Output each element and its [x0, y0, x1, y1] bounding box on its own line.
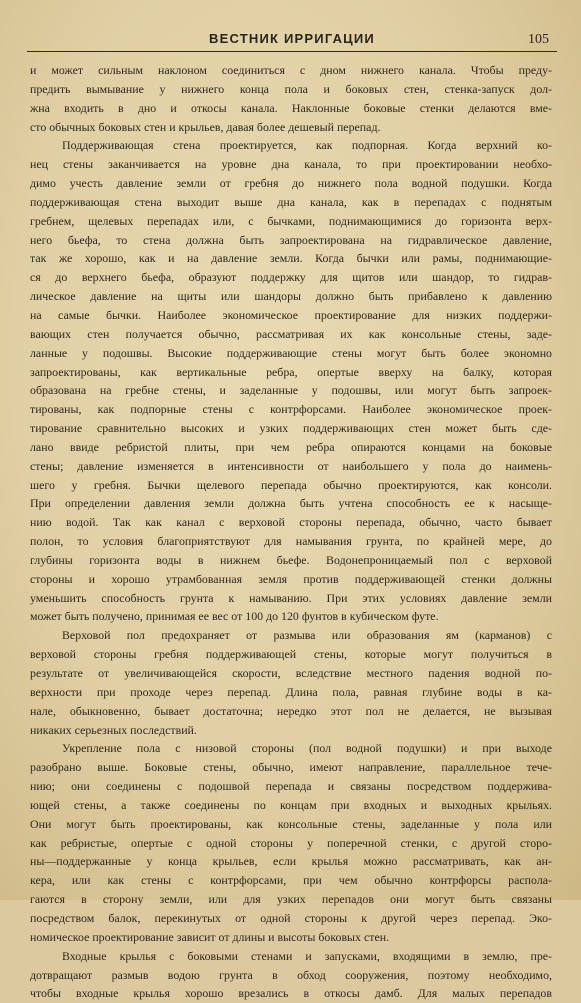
text-line: никаких серьезных последствий. [30, 722, 197, 737]
text-line: стены; давление изменяется в интенсивности от наибольшего у пола до наимень- [30, 458, 552, 473]
text-line: так же хорошо, как и на давление земли. Когда бычки или рамы, поднимающие- [30, 251, 552, 266]
text-line: дотвращают размыв водою грунта в обход сооружения, поэтому необходимо, [30, 967, 552, 982]
text-line: шего у гребня. Бычки щелевого перепада обычно проектируются, как консоли. [30, 477, 552, 492]
text-line: тированы, как подпорные стены с контрфорсами. Наиболее экономическое проек- [30, 402, 552, 417]
text-line: запроектированы, как вертикальные ребра, опертые вверху на балку, которая [30, 364, 552, 379]
text-line: Входные крылья с боковыми стенами и запусками, входящими в землю, пре- [62, 948, 552, 963]
text-line: номическое проектирование зависит от длины и высоты боковых стен. [30, 929, 390, 944]
text-line: Укрепление пола с низовой стороны (пол водной подушки) и при выходе [62, 741, 552, 756]
text-line: гребнем, щелевых перепадах или, с бычками, поднимающимися до горизонта верх- [30, 213, 552, 228]
text-line: Они могут быть проектированы, как консольные стены, заделанные у пола или [30, 816, 552, 831]
text-line: предить вымывание у нижнего конца пола и боковых стен, стенка-запуск дол- [30, 81, 552, 96]
text-line: нию водой. Так как канал с верховой стороны перепада, обычно, часто бывает [30, 515, 552, 530]
text-line: него бьефа, то стена должна быть запроектирована на гидравлическое давление, [30, 232, 552, 247]
text-line: верховой стороны гребня поддерживающей стены, которые могут получиться в [30, 647, 552, 662]
text-line: вающих стен получается обычно, рассматривая их как консольные стены, заде- [30, 326, 552, 341]
text-line: Поддерживающая стена проектируется, как подпорная. Когда верхний ко- [62, 138, 552, 153]
text-line: ны—поддержанные у конца крыльев, если крылья можно рассматривать, как ан- [30, 854, 552, 869]
text-line: на самые бычки. Наиболее экономическое проектирование для низких поддержи- [30, 307, 552, 322]
text-line: образована на гребне стены, и заделанные у подошвы, или могут быть запроек- [30, 383, 552, 398]
text-line: жна входить в дно и откосы канала. Наклонные боковые стенки делаются вме- [30, 100, 552, 115]
text-line: нец стены заканчивается на уровне дна канала, то при проектировании необхо- [30, 157, 552, 172]
text-line: как ребристые, опертые с одной стороны у поперечной стенки, с другой сторо- [30, 835, 552, 850]
text-line: ющей стены, а также соединены по концам при входных и выходных крыльях. [30, 797, 552, 812]
text-line: сто обычных боковых стен и крыльев, давая более дешевый перепад. [30, 119, 381, 134]
page-number: 105 [528, 32, 549, 47]
text-line: посредством балок, перекинутых от одной стороны к другой через перепад. Эко- [30, 910, 552, 925]
text-line: верхности при проходе через перепад. Длина пола, равная глубине воды в ка- [30, 684, 552, 699]
running-header [27, 27, 557, 52]
text-line: результате от увеличивающейся скорости, вследствие местного падения водной по- [30, 666, 552, 680]
text-line: кера, или как стены с контрфорсами, при чем обычно контрфорсы распола- [30, 873, 552, 888]
text-line: ся до верхнего бьефа, образуют поддержку для щитов или шандор, то гидрав- [30, 270, 552, 285]
text-line: При определении давления земли должна быть учтена способность ее к насыще- [30, 496, 552, 511]
text-line: ланные у подошвы. Высокие поддерживающие стены могут быть более экономно [30, 345, 552, 360]
text-line: нию; они соединены с подошвой перепада и связаны посредством поддержива- [30, 779, 552, 794]
text-line: чтобы входные крылья хорошо врезались в откосы дамб. Для малых перепадов [30, 986, 552, 1001]
journal-title: ВЕСТНИК ИРРИГАЦИИ [209, 31, 375, 46]
text-line: тирование сравнительно высоких и узких поддерживающих стен может быть сде- [30, 421, 552, 436]
text-line: лическое давление на щиты или шандоры должно быть прибавлено к давлению [30, 289, 552, 304]
text-line: может быть получено, принимая ее вес от 100 до 120 фунтов в кубическом футе. [30, 609, 439, 624]
text-line: лано ввиде ребристой плиты, при чем ребра опираются концами на боковые [30, 439, 552, 454]
text-line: разобрано выше. Боковые стены, обычно, имеют направление, параллельное тече- [30, 760, 552, 775]
text-line: гаются в сторону земли, или для узких перепадов они могут быть связаны [30, 892, 552, 907]
text-line: глубины горизонта воды в нижнем бьефе. Водонепроницаемый пол с верховой [30, 552, 552, 567]
text-line: димо учесть давление земли от гребня до нижнего пола водной подушки. Когда [30, 176, 552, 191]
text-line: стороны и хорошо утрамбованная земля против поддерживающей стенки должны [30, 571, 552, 586]
text-line: полон, то условия благоприятствуют для намывания грунта, по крайней мере, до [30, 534, 552, 549]
text-line: поддерживающая стена выходит выше дна канала, как в перепадах с поднятым [30, 194, 552, 209]
text-line: нале, обыкновенно, бывает достаточна; нередко этот пол не делается, не вызывая [30, 703, 552, 718]
text-line: уменьшить способность грунта к намыванию. При этих условиях давление земли [30, 590, 552, 605]
text-line: Верховой пол предохраняет от размыва или образования ям (карманов) с [62, 628, 552, 643]
text-line: и может сильным наклоном соединиться с дном нижнего канала. Чтобы преду- [30, 63, 552, 77]
body-text [30, 61, 552, 1003]
